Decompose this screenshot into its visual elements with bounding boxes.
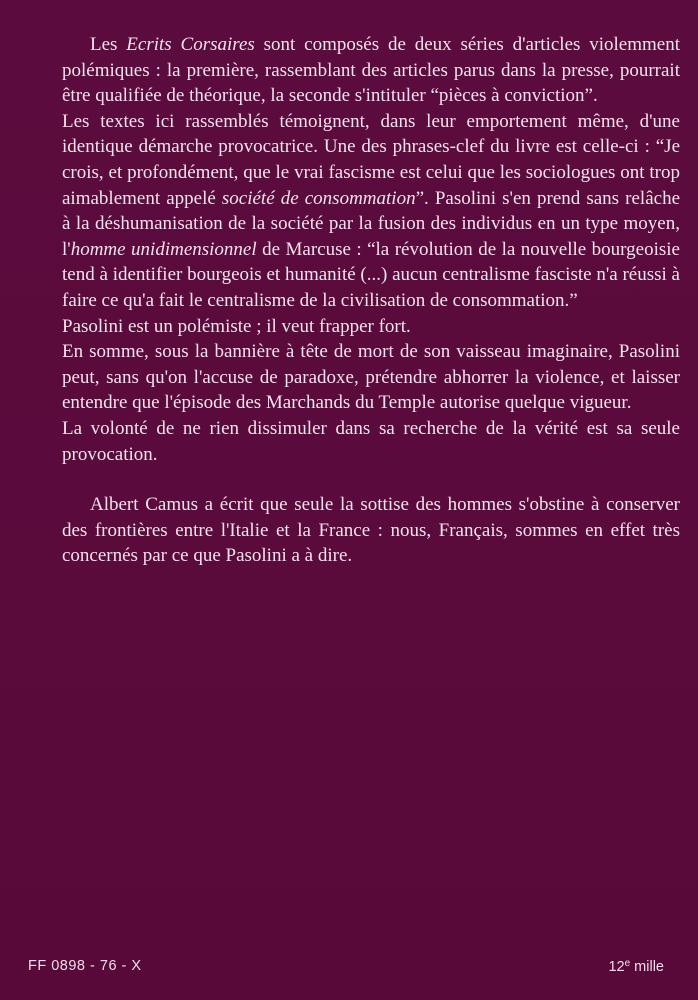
text-run: Les textes ici rassemblés témoignent, dans leur emportement même, d'une identique démarche provocatrice. Une des phrases-clef du livre est celle-ci : “Je crois, et profondément, que le vrai fascisme est celui que les sociologues ont trop aimablement appelé — [62, 110, 680, 209]
printing-number: 12 — [608, 959, 625, 975]
blurb-text — [62, 32, 680, 569]
paragraph-provocation — [62, 109, 680, 314]
paragraph-intro — [62, 32, 680, 109]
isbn-code: FF 0898 - 76 - X — [28, 958, 142, 974]
printing-suffix: e — [624, 958, 631, 969]
text-run: Ecrits Corsaires — [126, 34, 255, 55]
text-run: Les — [90, 34, 127, 55]
text-run: sont composés de deux séries d'articles violemment polémiques : la première, rassemblant des articles parus dans la presse, pourrait être qualifiée de théorique, la seconde s'intituler “pièces à conviction”. — [62, 34, 681, 107]
paragraph-truth: La volonté de ne rien dissimuler dans sa recherche de la vérité est sa seule provocation. — [62, 417, 680, 465]
text-run: de Marcuse : “la révolution de la nouvelle bourgeoisie tend à identifier bourgeois et humanité (...) aucun centralisme fasciste n'a réussi à faire ce qu'a fait le centralisme de la civilisation de consommation.” — [62, 238, 680, 311]
printing-label: mille — [630, 959, 664, 975]
text-run: ”. Pasolini s'en prend sans relâche à la déshumanisation de la société par la fusion des individus en un type moyen, l' — [62, 187, 680, 260]
paragraph-banner: En somme, sous la bannière à tête de mort de son vaisseau imaginaire, Pasolini peut, sans qu'on l'accuse de paradoxe, prétendre abhorrer la violence, et laisser entendre que l'épisode des Marchands du Temple autorise quelque vigueur. — [62, 341, 680, 414]
text-run: société de consommation — [221, 187, 416, 209]
paragraph-polemist: Pasolini est un polémiste ; il veut frapper fort. — [62, 315, 411, 337]
text-run: homme unidimensionnel — [70, 238, 257, 260]
paragraph-camus: Albert Camus a écrit que seule la sottise des hommes s'obstine à conserver des frontières entre l'Italie et la France : nous, Français, sommes en effet très concernés par ce que Pasolini a à dire. — [62, 494, 680, 567]
printing-count — [608, 958, 664, 975]
